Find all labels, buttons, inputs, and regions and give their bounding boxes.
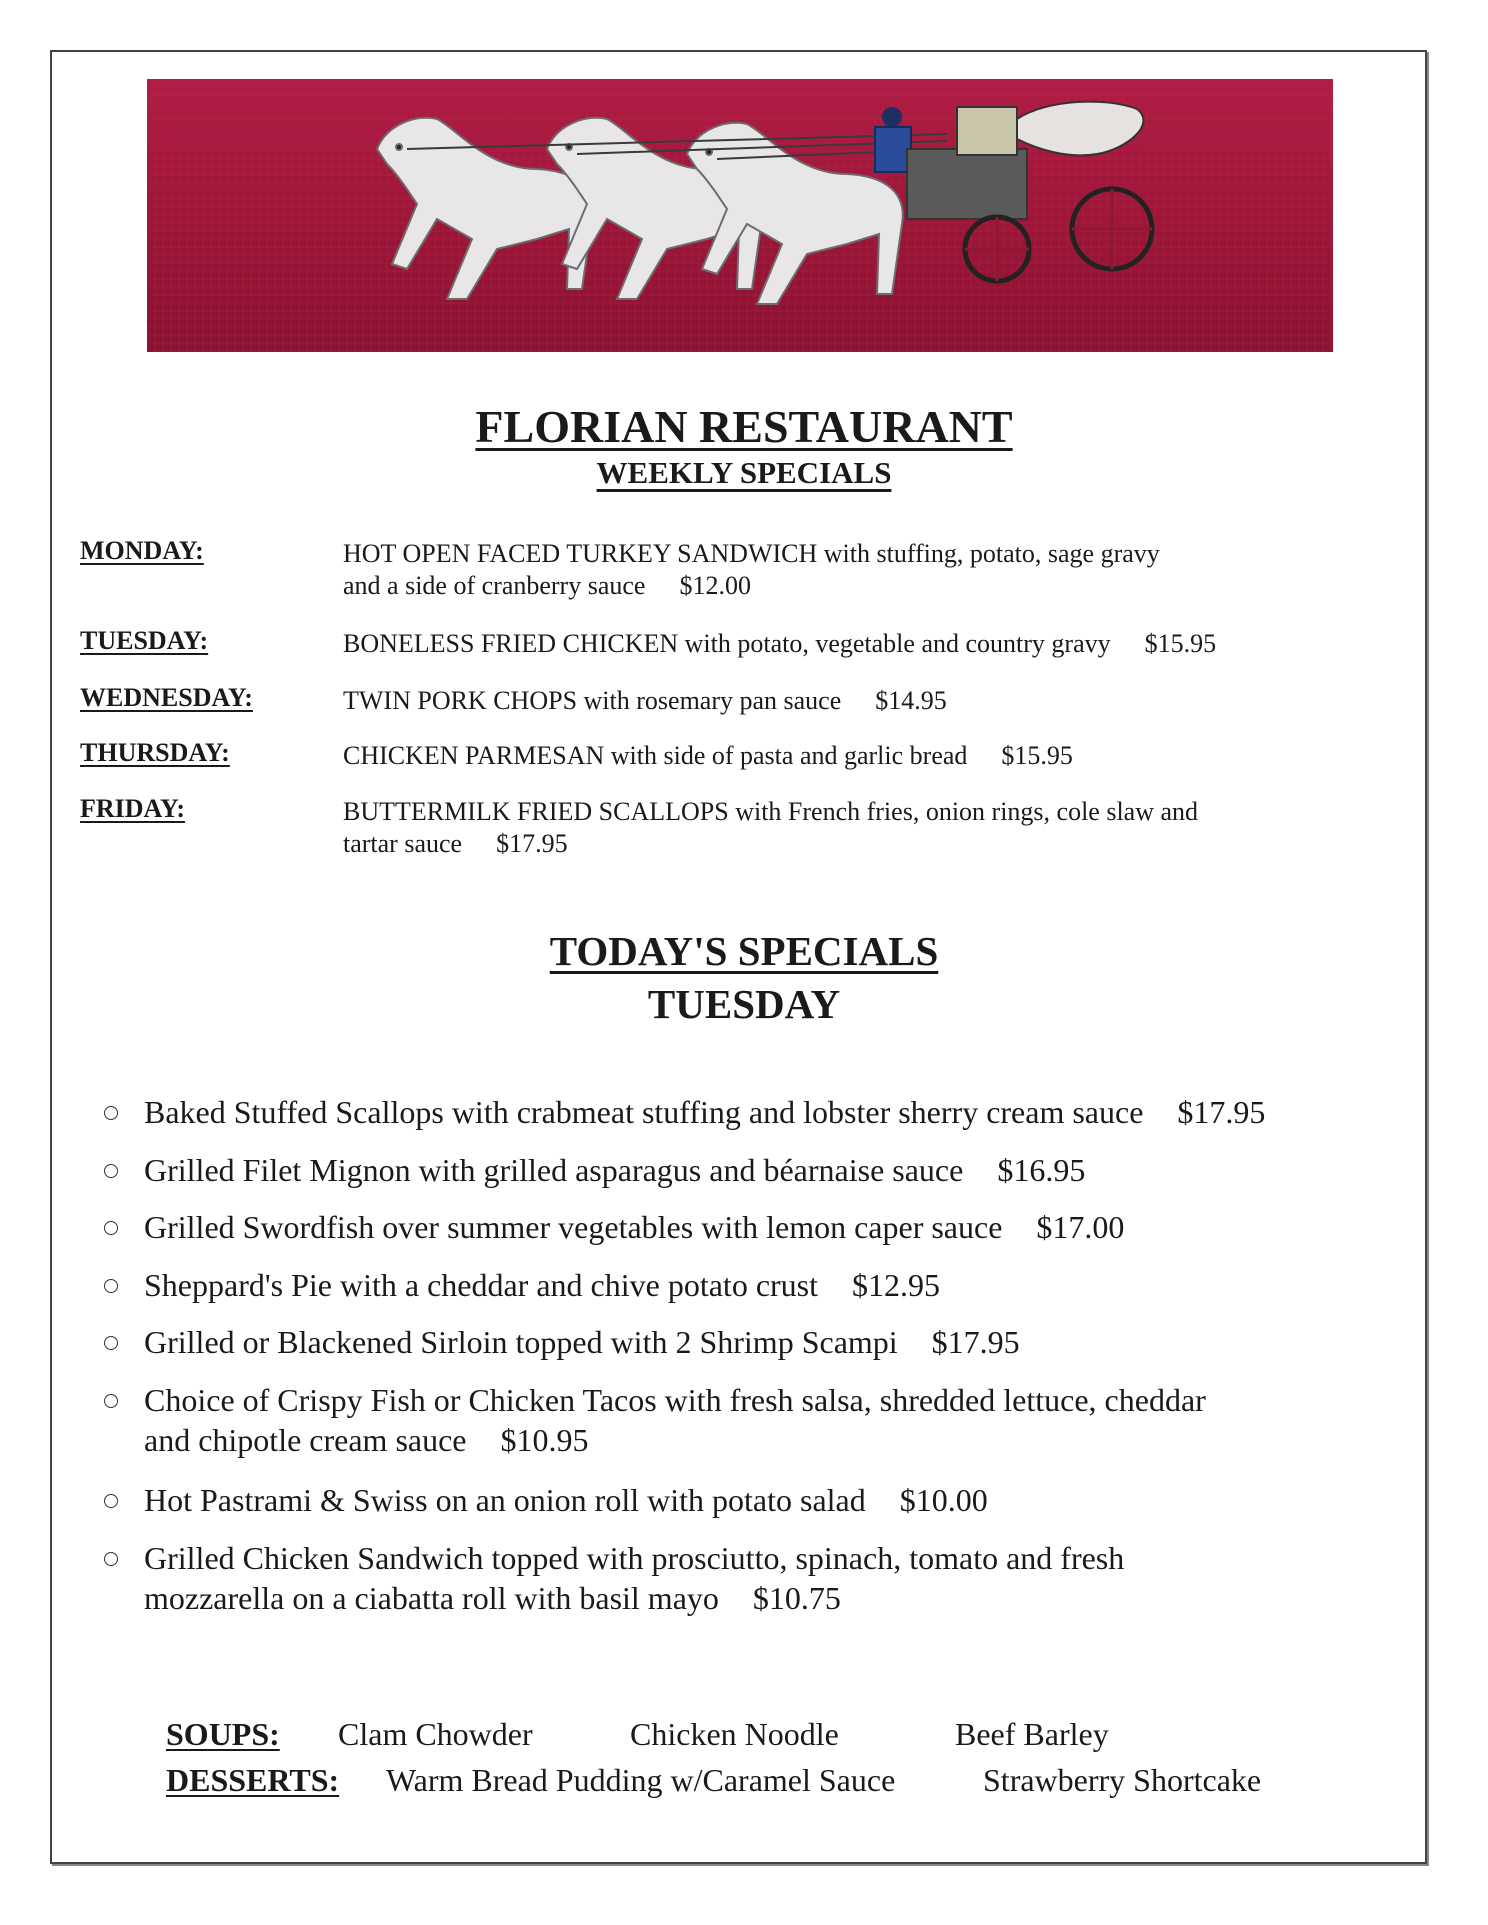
banner-image-horse-drawn-fire-engine — [147, 79, 1333, 352]
weekly-item-description: TWIN PORK CHOPS with rosemary pan sauce $14.95 — [343, 686, 947, 715]
day-label: FRIDAY: — [80, 794, 185, 823]
weekly-item-description: BUTTERMILK FRIED SCALLOPS with French fries, onion rings, cole slaw and tartar sauce $17.95 — [343, 797, 1199, 858]
item-price: $15.95 — [1144, 629, 1217, 658]
item-price: $10.00 — [899, 1482, 988, 1518]
item-price: $10.95 — [500, 1422, 589, 1458]
bullet-icon — [104, 1221, 118, 1235]
day-label: WEDNESDAY: — [80, 683, 253, 712]
soup-item: Chicken Noodle — [630, 1716, 839, 1752]
bullet-icon — [104, 1164, 118, 1178]
bullet-icon — [104, 1394, 118, 1408]
item-price: $17.95 — [496, 829, 568, 858]
bullet-icon — [104, 1106, 118, 1120]
soup-item: Clam Chowder — [338, 1716, 533, 1752]
item-price: $16.95 — [997, 1152, 1086, 1188]
weekly-item-description: HOT OPEN FACED TURKEY SANDWICH with stuffing, potato, sage gravy and a side of cranberry sauce $12.00 — [343, 539, 1160, 600]
item-price: $14.95 — [875, 686, 947, 715]
bullet-icon — [104, 1552, 118, 1566]
item-price: $12.95 — [852, 1267, 941, 1303]
item-price: $15.95 — [1001, 741, 1073, 770]
item-price: $17.95 — [1177, 1094, 1266, 1130]
day-label: MONDAY: — [80, 536, 204, 565]
bullet-icon — [104, 1336, 118, 1350]
weekly-specials-heading: WEEKLY SPECIALS — [596, 455, 892, 490]
item-price: $17.95 — [931, 1324, 1020, 1360]
restaurant-title: FLORIAN RESTAURANT — [475, 401, 1013, 452]
soup-item: Beef Barley — [955, 1716, 1109, 1752]
item-price: $12.00 — [679, 571, 751, 600]
todays-specials-day: TUESDAY — [647, 981, 841, 1027]
dessert-item: Warm Bread Pudding w/Caramel Sauce — [386, 1762, 896, 1798]
weekly-item-description: BONELESS FRIED CHICKEN with potato, vegetable and country gravy $15.95 — [343, 629, 1217, 658]
weekly-item-description: CHICKEN PARMESAN with side of pasta and garlic bread $15.95 — [343, 741, 1073, 770]
item-price: $10.75 — [752, 1580, 841, 1616]
dessert-item: Strawberry Shortcake — [983, 1762, 1262, 1798]
day-label: TUESDAY: — [80, 626, 209, 655]
bullet-icon — [104, 1494, 118, 1508]
bullet-icon — [104, 1279, 118, 1293]
todays-specials-heading: TODAY'S SPECIALS — [549, 928, 939, 974]
desserts-label: DESSERTS: — [166, 1762, 340, 1798]
soups-label: SOUPS: — [166, 1716, 280, 1752]
day-label: THURSDAY: — [80, 738, 230, 767]
item-price: $17.00 — [1036, 1209, 1125, 1245]
